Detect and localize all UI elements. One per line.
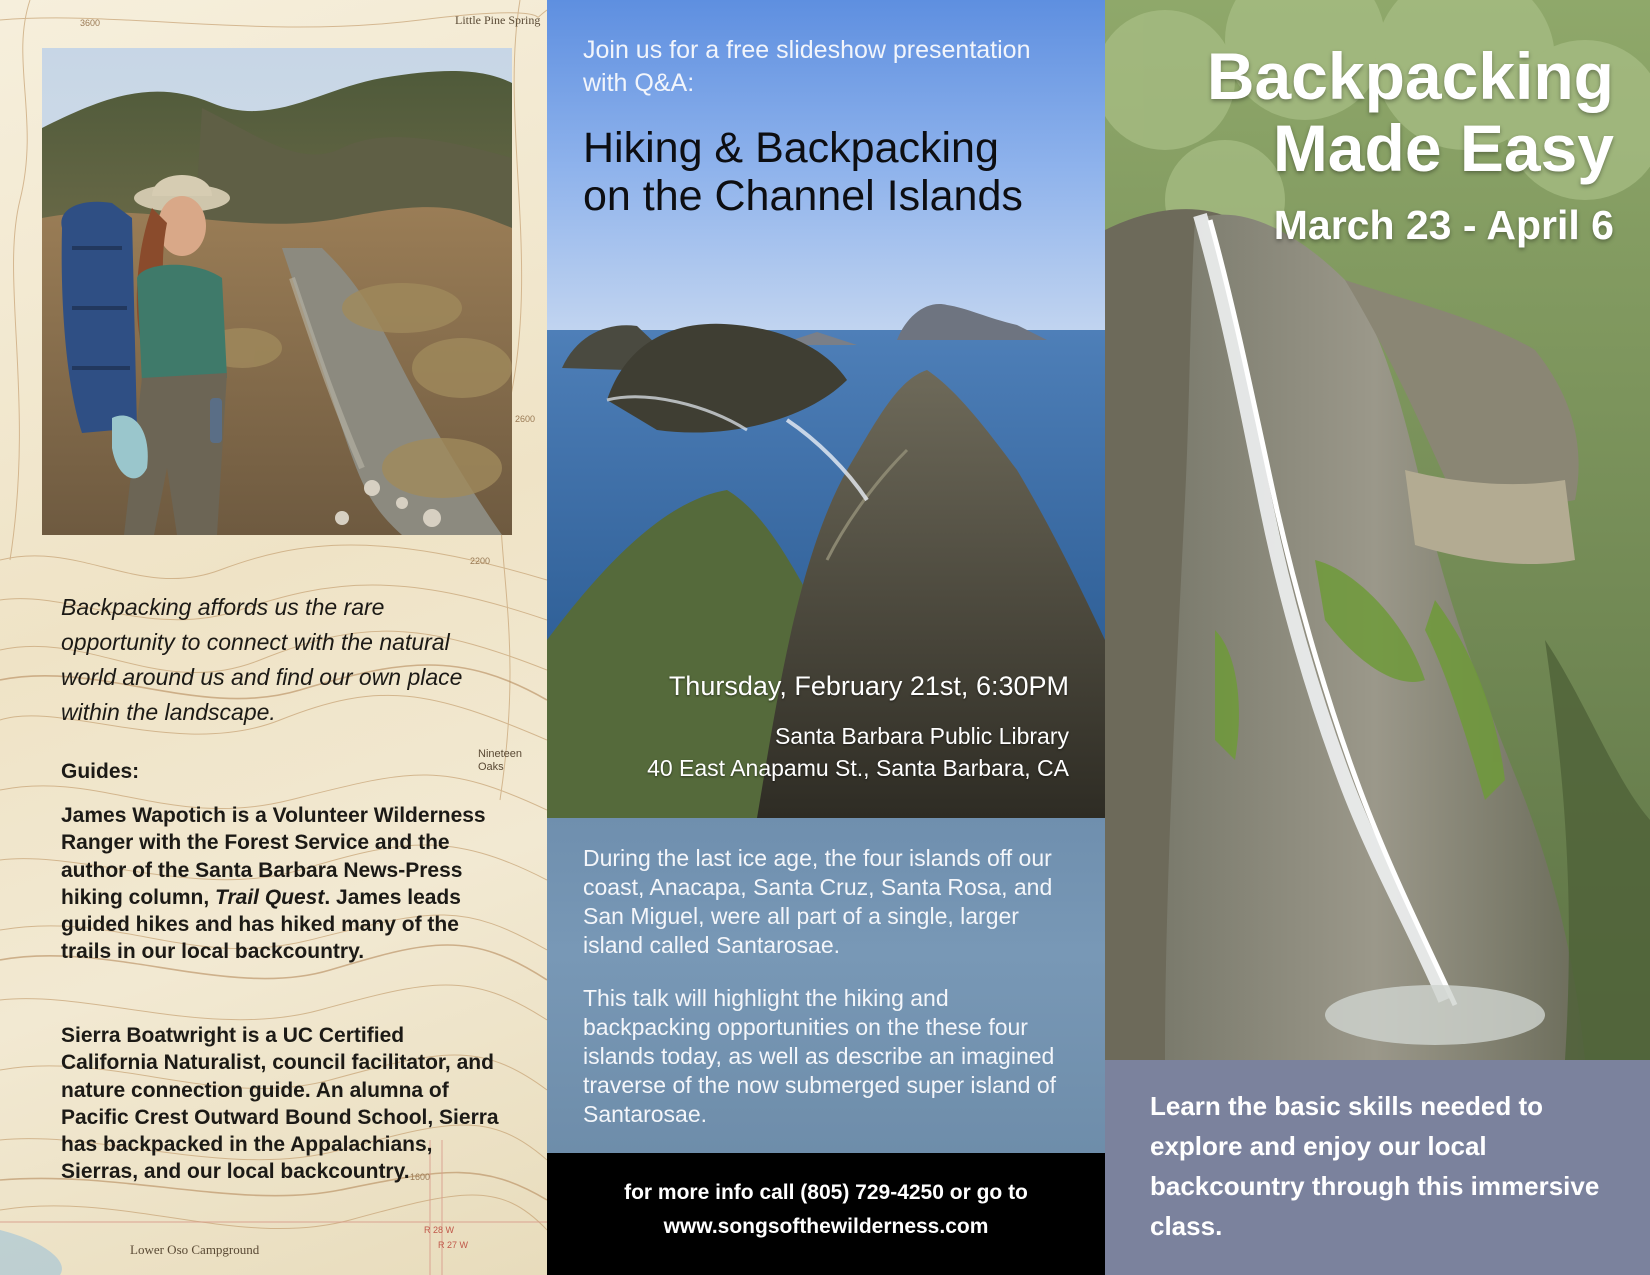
right-panel <box>1105 0 1650 1275</box>
contour-label: 1600 <box>410 1172 431 1182</box>
class-summary-box <box>1105 1060 1650 1275</box>
class-title <box>1207 40 1614 184</box>
guide-bio-james-suffix: . James leads guided hikes and has hiked many of the trails in our local backcountry. <box>61 885 461 964</box>
map-label-nineteen-oaks: Nineteen Oaks <box>478 748 523 773</box>
left-panel <box>0 0 547 1275</box>
trail-quest-title: Trail Quest <box>215 885 325 909</box>
description-paragraph-2: This talk will highlight the hiking and backpacking opportunities on the these four islands today, as well as describe an imagined traverse of the now submerged super island of Santarosae. <box>583 985 1057 1127</box>
intro-text: Backpacking affords us the rare opportunity to connect with the natural world around us and find our own place within the landscape. <box>61 594 463 725</box>
contact-phone-text: for more info call (805) 729-4250 or go to <box>624 1181 1028 1204</box>
contour-label: 3600 <box>80 18 101 28</box>
contour-label: 2600 <box>515 414 536 424</box>
contour-label: 2200 <box>470 556 491 566</box>
class-summary-text: Learn the basic skills needed to explore and enjoy our local backcountry through this immersive class. <box>1150 1091 1600 1241</box>
guide-bio-james <box>61 802 501 966</box>
venue-address: 40 East Anapamu St., Santa Barbara, CA <box>647 755 1069 781</box>
guide-bio-james-prefix: James Wapotich is a Volunteer Wilderness Ranger with the Forest Service and the author of the Santa Barbara News-Press hiking column, <box>61 804 486 909</box>
middle-panel <box>547 0 1105 1275</box>
guides-heading: Guides: <box>61 760 140 783</box>
event-date: Thursday, February 21st, 6:30PM <box>668 671 1069 701</box>
website-link[interactable]: www.songsofthewilderness.com <box>663 1215 989 1238</box>
venue-name: Santa Barbara Public Library <box>774 723 1069 749</box>
talk-title <box>583 124 1083 220</box>
talk-title-line1: Hiking & Backpacking <box>583 124 999 172</box>
talk-description-box <box>547 818 1105 1153</box>
map-label-little-pine-spring: Little Pine Spring <box>455 13 541 27</box>
invite-text: Join us for a free slideshow presentation with Q&A: <box>583 36 1031 97</box>
class-dates: March 23 - April 6 <box>1273 202 1614 248</box>
hiker-photo <box>42 48 512 535</box>
contact-info-bar <box>547 1153 1105 1275</box>
class-title-line1: Backpacking <box>1206 39 1614 113</box>
guide-bio-sierra: Sierra Boatwright is a UC Certified California Naturalist, council facilitator, and nature connection guide. An alumna of Pacific Crest Outward Bound School, Sierra has backpacked in the Appalachians, Sierras, and our local backcountry. <box>61 1024 499 1184</box>
contour-label: R 27 W <box>438 1240 469 1250</box>
talk-title-line2: on the Channel Islands <box>583 172 1023 220</box>
hiker-photo-illustration <box>42 48 512 535</box>
event-venue <box>647 720 1069 784</box>
class-title-line2: Made Easy <box>1272 111 1614 185</box>
contour-label: R 28 W <box>424 1225 455 1235</box>
description-paragraph-1: During the last ice age, the four islands off our coast, Anacapa, Santa Cruz, Santa Rosa, and San Miguel, were all part of a single, larger island called Santarosae. <box>583 845 1053 958</box>
map-label-lower-oso-campground: Lower Oso Campground <box>130 1242 260 1257</box>
